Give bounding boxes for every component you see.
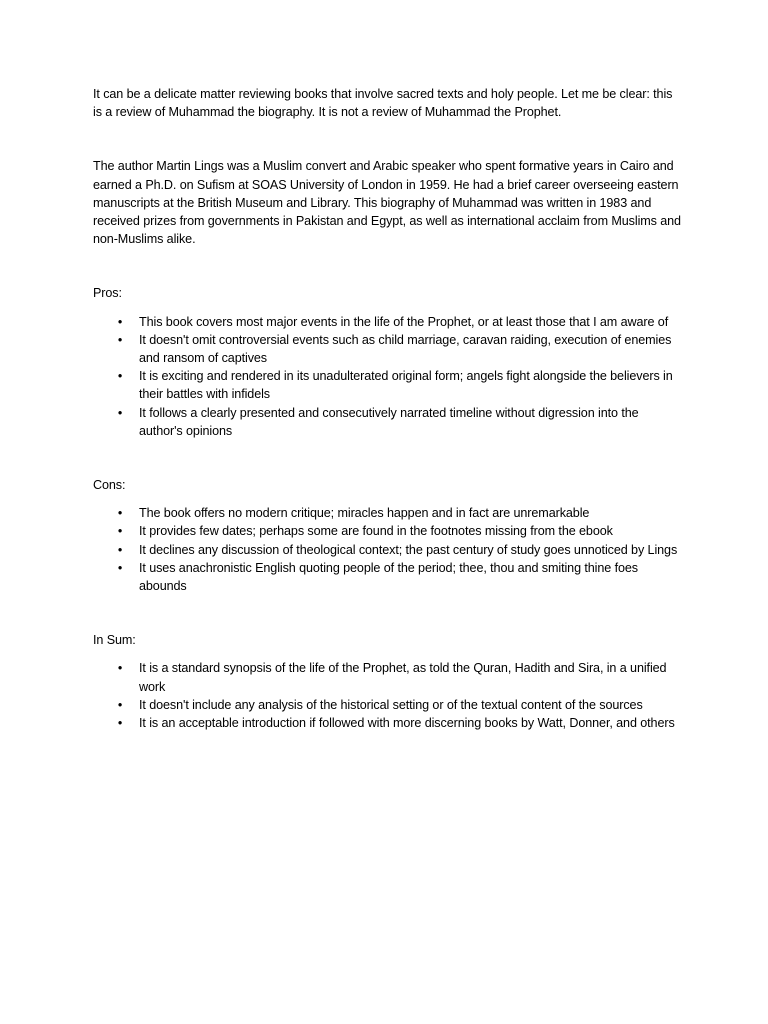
cons-list xyxy=(93,504,683,595)
bullet-icon: • xyxy=(117,314,123,329)
list-item xyxy=(93,504,683,522)
list-item xyxy=(93,404,683,440)
intro-paragraph: It can be a delicate matter reviewing books that involve sacred texts and holy people. Let me be clear: this is a review of Muhammad the biography. It is not a review of Muhammad the Prophet. xyxy=(93,87,673,120)
list-item xyxy=(93,714,683,732)
in-sum-heading: In Sum: xyxy=(93,633,136,648)
list-item xyxy=(93,522,683,540)
bullet-icon: • xyxy=(117,506,123,521)
list-item xyxy=(93,367,683,403)
bullet-icon: • xyxy=(117,405,123,420)
list-item xyxy=(93,659,683,695)
author-paragraph: The author Martin Lings was a Muslim convert and Arabic speaker who spent formative years in Cairo and earned a Ph.D. on Sufism at SOAS University of London in 1959. He had a brief career overseeing eastern manuscripts at the British Museum and Library. This biography of Muhammad was written in 1983 and received prizes from governments in Pakistan and Egypt, as well as international acclaim from Muslims and non-Muslims alike. xyxy=(93,159,681,247)
list-item-text: It provides few dates; perhaps some are found in the footnotes missing from the ebook xyxy=(139,524,613,539)
bullet-icon: • xyxy=(117,716,123,731)
document-body xyxy=(93,85,683,732)
bullet-icon: • xyxy=(117,661,123,676)
list-item-text: It doesn't omit controversial events such as child marriage, caravan raiding, execution of enemies and ransom of captives xyxy=(139,332,672,366)
bullet-icon: • xyxy=(117,332,123,347)
list-item xyxy=(93,559,683,595)
list-item-text: It is an acceptable introduction if followed with more discerning books by Watt, Donner, and others xyxy=(139,716,675,731)
bullet-icon: • xyxy=(117,542,123,557)
list-item-text: It is exciting and rendered in its unadulterated original form; angels fight alongside the believers in their battles with infidels xyxy=(139,369,673,402)
bullet-icon: • xyxy=(117,369,123,384)
pros-heading: Pros: xyxy=(93,286,122,301)
cons-heading: Cons: xyxy=(93,478,126,493)
list-item xyxy=(93,696,683,714)
pros-list xyxy=(93,313,683,440)
list-item-text: It declines any discussion of theological context; the past century of study goes unnoticed by Lings xyxy=(139,542,678,557)
in-sum-list xyxy=(93,659,683,732)
list-item xyxy=(93,541,683,559)
bullet-icon: • xyxy=(117,697,123,712)
list-item-text: It uses anachronistic English quoting people of the period; thee, thou and smiting thine foes abounds xyxy=(139,560,638,594)
list-item-text: It is a standard synopsis of the life of the Prophet, as told the Quran, Hadith and Sira, in a unified work xyxy=(139,661,667,694)
list-item-text: It doesn't include any analysis of the historical setting or of the textual content of the sources xyxy=(139,697,643,712)
bullet-icon: • xyxy=(117,560,123,575)
list-item xyxy=(93,313,683,331)
list-item xyxy=(93,331,683,367)
bullet-icon: • xyxy=(117,524,123,539)
list-item-text: It follows a clearly presented and consecutively narrated timeline without digression into the author's opinions xyxy=(139,405,639,438)
list-item-text: This book covers most major events in the life of the Prophet, or at least those that I am aware of xyxy=(139,314,669,329)
list-item-text: The book offers no modern critique; miracles happen and in fact are unremarkable xyxy=(139,506,590,521)
